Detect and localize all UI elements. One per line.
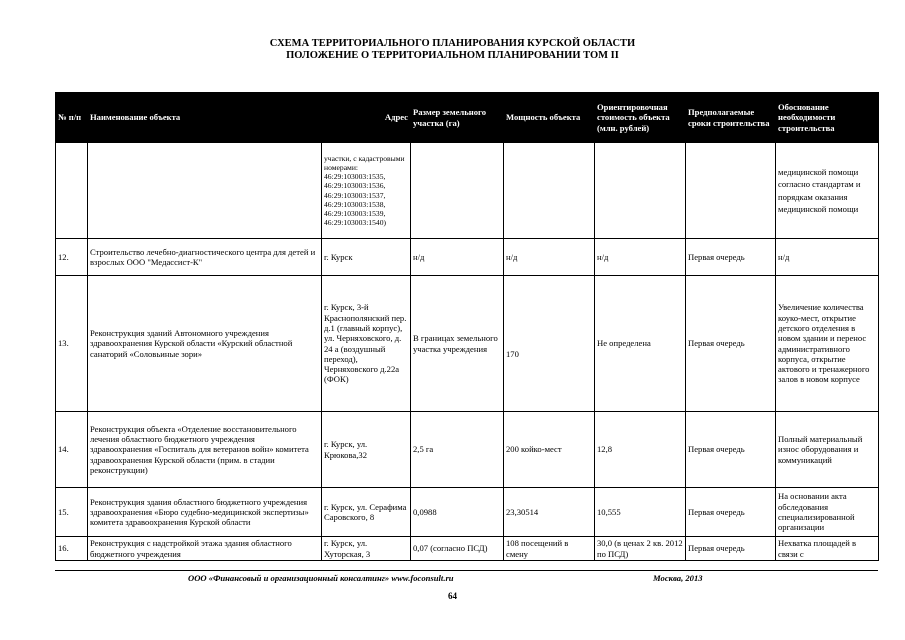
table-header-row [56, 93, 879, 143]
cell-reason: Нехватка площадей в связи с [776, 537, 879, 561]
cell-address: г. Курск, 3-й Краснополянский пер. д.1 (главный корпус), ул. Черняховского, д. 24 а (воздушный переход), Черняховского д.22а (ФОК) [322, 276, 411, 412]
footer-divider [55, 570, 878, 571]
cell-capacity: 200 койко-мест [504, 412, 595, 488]
cell-capacity: 23,30514 [504, 488, 595, 537]
cell-num [56, 143, 88, 239]
table-row [56, 143, 879, 239]
cell-num: 13. [56, 276, 88, 412]
cell-area: н/д [411, 239, 504, 276]
cell-address: г. Курск [322, 239, 411, 276]
cell-term: Первая очередь [686, 239, 776, 276]
col-header-num: № п/п [56, 93, 88, 143]
cell-area: 0,0988 [411, 488, 504, 537]
cell-term: Первая очередь [686, 412, 776, 488]
table-row [56, 537, 879, 561]
cell-address: участки, с кадастровыми номерами: 46:29:103003:1535, 46:29:103003:1536, 46:29:103003:1537, 46:29:103003:1538, 46:29:103003:1539, 46:29:103003:1540) [322, 143, 411, 239]
cell-term: Первая очередь [686, 276, 776, 412]
col-header-name: Наименование объекта [88, 93, 322, 143]
footer-city-year: Москва, 2013 [653, 573, 703, 583]
cell-name [88, 143, 322, 239]
cell-num: 16. [56, 537, 88, 561]
cell-reason: н/д [776, 239, 879, 276]
cell-address: г. Курск, ул. Хуторская, 3 [322, 537, 411, 561]
cell-term: Первая очередь [686, 537, 776, 561]
cell-reason: медицинской помощи согласно стандартам и порядкам оказания медицинской помощи [776, 143, 879, 239]
cell-reason: Увеличение количества коуко-мест, открытие детского отделения в новом здании и перенос административного корпуса, открытие актового и тренажерного залов в новом корпусе [776, 276, 879, 412]
cell-num: 14. [56, 412, 88, 488]
cell-name: Реконструкция зданий Автономного учреждения здравоохранения Курской области «Курский областной санаторий «Соловьиные зори» [88, 276, 322, 412]
cell-area: В границах земельного участка учреждения [411, 276, 504, 412]
table-row [56, 239, 879, 276]
col-header-term: Предполагаемые сроки строительства [686, 93, 776, 143]
cell-cost [595, 143, 686, 239]
cell-name: Реконструкция с надстройкой этажа здания областного бюджетного учреждения [88, 537, 322, 561]
cell-name: Строительство лечебно-диагностического центра для детей и взрослых ООО "Медассист-К" [88, 239, 322, 276]
cell-area: 0,07 (согласно ПСД) [411, 537, 504, 561]
cell-capacity: 170 [504, 276, 595, 412]
cell-address: г. Курск, ул. Серафима Саровского, 8 [322, 488, 411, 537]
col-header-reason: Обоснование необходимости строительства [776, 93, 879, 143]
objects-table [55, 92, 879, 561]
cell-capacity: н/д [504, 239, 595, 276]
cell-term [686, 143, 776, 239]
cell-area: 2,5 га [411, 412, 504, 488]
header-subtitle: ПОЛОЖЕНИЕ О ТЕРРИТОРИАЛЬНОМ ПЛАНИРОВАНИИ ТОМ II [286, 50, 619, 61]
footer-organization: ООО «Финансовый и организационный консалтинг» www.foconsult.ru [188, 573, 454, 583]
cell-address: г. Курск, ул. Крюкова,32 [322, 412, 411, 488]
cell-cost: Не определена [595, 276, 686, 412]
cell-cost: 30,0 (в ценах 2 кв. 2012 по ПСД) [595, 537, 686, 561]
cell-area [411, 143, 504, 239]
col-header-cost: Ориентировочная стоимость объекта (млн. рублей) [595, 93, 686, 143]
col-header-capacity: Мощность объекта [504, 93, 595, 143]
cell-cost: 12,8 [595, 412, 686, 488]
cell-num: 12. [56, 239, 88, 276]
cell-term: Первая очередь [686, 488, 776, 537]
table-row [56, 488, 879, 537]
cell-cost: н/д [595, 239, 686, 276]
table-row [56, 276, 879, 412]
col-header-area: Размер земельного участка (га) [411, 93, 504, 143]
col-header-address: Адрес [322, 93, 411, 143]
cell-capacity [504, 143, 595, 239]
table-row [56, 412, 879, 488]
cell-name: Реконструкция здания областного бюджетного учреждения здравоохранения «Бюро судебно-медицинской экспертизы» комитета здравоохранения Курской области [88, 488, 322, 537]
cell-num: 15. [56, 488, 88, 537]
cell-capacity: 108 посещений в смену [504, 537, 595, 561]
cell-reason: Полный материальный износ оборудования и коммуникаций [776, 412, 879, 488]
cell-name: Реконструкция объекта «Отделение восстановительного лечения областного бюджетного учреждения здравоохранения «Госпиталь для ветеранов войн» комитета здравоохранения Курской области (прим. в стадии реконструкции) [88, 412, 322, 488]
cell-reason: На основании акта обследования специализированной организации [776, 488, 879, 537]
document-header [0, 38, 905, 62]
cell-cost: 10,555 [595, 488, 686, 537]
page-number: 64 [448, 591, 457, 601]
header-title: СХЕМА ТЕРРИТОРИАЛЬНОГО ПЛАНИРОВАНИЯ КУРСКОЙ ОБЛАСТИ [269, 38, 636, 49]
